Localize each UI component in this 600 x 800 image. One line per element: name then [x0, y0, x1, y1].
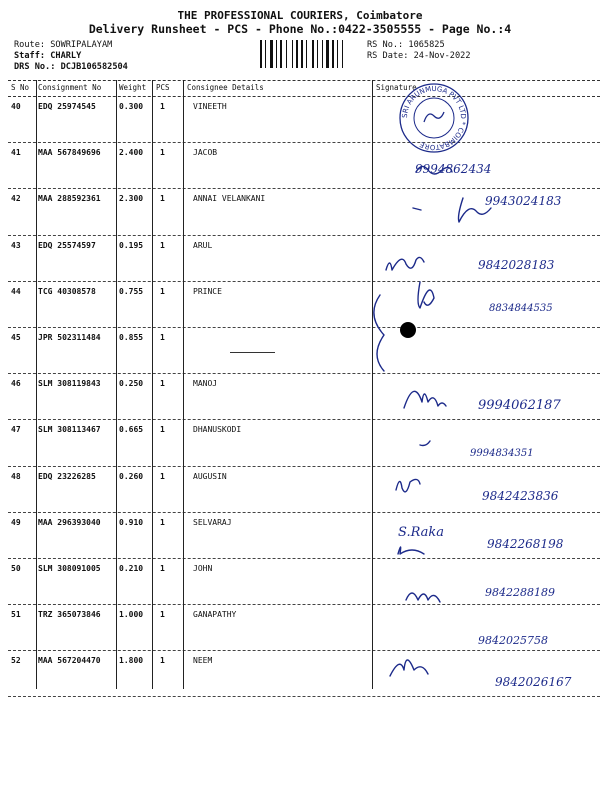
consignee-cell: DHANUSKODI: [193, 425, 242, 435]
weight-cell: 0.210: [119, 563, 144, 573]
col-signature: Signature: [376, 83, 417, 92]
drs-value: DCJB106582504: [60, 62, 128, 72]
weight-cell: 0.195: [119, 240, 144, 250]
weight-cell: 0.250: [119, 379, 144, 389]
pcs-cell: 1: [160, 563, 165, 573]
consignment-cell: SLM 308113467: [38, 425, 101, 435]
weight-cell: 1.800: [119, 656, 144, 666]
consignee-cell: ARUL: [193, 240, 213, 250]
stamp-text: SRI ARUNMUGA PVT LTD * COIMBATORE: [400, 84, 468, 152]
weight-cell: 0.260: [119, 471, 144, 481]
rs-no-label: RS No.:: [367, 40, 404, 50]
handwritten-phone: 9842268198: [487, 537, 564, 551]
handwritten-phone: 9842025758: [478, 634, 548, 647]
consignment-cell: EDQ 23226285: [38, 471, 96, 481]
drs-label: DRS No.:: [14, 62, 56, 72]
sno-cell: 48: [11, 471, 21, 481]
col-divider: [36, 80, 37, 689]
sno-cell: 47: [11, 425, 21, 435]
consignment-cell: MAA 288592361: [38, 194, 101, 204]
sno-cell: 44: [11, 286, 21, 296]
table-row: [8, 97, 600, 143]
consignee-cell: NEEM: [193, 656, 213, 666]
staff-value: CHARLY: [50, 51, 82, 61]
company-stamp: [398, 82, 470, 154]
staff-label: Staff:: [14, 51, 46, 61]
rs-date-value: 24-Nov-2022: [413, 51, 471, 61]
pcs-cell: 1: [160, 656, 165, 666]
consignee-cell: JACOB: [193, 148, 218, 158]
pcs-cell: 1: [160, 194, 165, 204]
handwritten-phone: 9842026167: [495, 675, 572, 689]
consignment-cell: SLM 308119843: [38, 379, 101, 389]
handwritten-phone: 9994834351: [470, 448, 534, 459]
staff-line: [14, 51, 81, 61]
weight-cell: 2.300: [119, 194, 144, 204]
consignment-cell: MAA 567849696: [38, 148, 101, 158]
table-header: [8, 80, 600, 97]
barcode-bar: [312, 40, 314, 68]
handwritten-phone: 9842288189: [485, 586, 555, 599]
rs-no-line: [367, 40, 445, 50]
barcode-bar: [332, 40, 334, 68]
consignee-cell: GANAPATHY: [193, 610, 237, 620]
handwritten-phone: 9943024183: [485, 194, 562, 208]
rs-date-label: RS Date:: [367, 51, 409, 61]
barcode-bar: [326, 40, 329, 68]
sno-cell: 41: [11, 148, 21, 158]
consignee-cell: MANOJ: [193, 379, 218, 389]
handwritten-phone: 9842028183: [478, 258, 555, 272]
consignment-cell: JPR 502311484: [38, 332, 101, 342]
route-line: [14, 40, 112, 50]
barcode-bar: [317, 40, 318, 68]
barcode-bar: [342, 40, 343, 68]
weight-cell: 0.855: [119, 332, 144, 342]
table-row: [8, 143, 600, 189]
handwritten-phone: 9994862434: [415, 162, 492, 176]
barcode-bar: [292, 40, 293, 68]
barcode-bar: [306, 40, 307, 68]
handwritten-name: S.Raka: [398, 525, 445, 540]
col-sno: S No: [11, 83, 30, 92]
sno-cell: 43: [11, 240, 21, 250]
sno-cell: 46: [11, 379, 21, 389]
consignee-cell: AUGUSIN: [193, 471, 227, 481]
consignment-cell: TRZ 365073846: [38, 610, 101, 620]
pcs-cell: 1: [160, 379, 165, 389]
runsheet-table: [8, 80, 600, 697]
col-divider: [183, 80, 184, 689]
sno-cell: 49: [11, 517, 21, 527]
weight-cell: 1.000: [119, 610, 144, 620]
pcs-cell: 1: [160, 425, 165, 435]
table-row: [8, 513, 600, 559]
pcs-cell: 1: [160, 517, 165, 527]
handwritten-phone: 9842423836: [482, 489, 559, 503]
weight-cell: 0.665: [119, 425, 144, 435]
consignment-cell: EDQ 25574597: [38, 240, 96, 250]
pcs-cell: 1: [160, 471, 165, 481]
sno-cell: 40: [11, 102, 21, 111]
rs-date-line: [367, 51, 471, 61]
col-consignee: Consignee Details: [187, 83, 264, 92]
company-title: THE PROFESSIONAL COURIERS, Coimbatore: [177, 9, 423, 22]
sno-cell: 51: [11, 610, 21, 620]
route-label: Route:: [14, 40, 46, 50]
route-value: SOWRIPALAYAM: [50, 40, 113, 50]
sno-cell: 50: [11, 563, 21, 573]
pcs-cell: 1: [160, 148, 165, 158]
col-pcs: PCS: [156, 83, 170, 92]
barcode-bar: [280, 40, 282, 68]
consignment-cell: TCG 40308578: [38, 286, 96, 296]
sno-cell: 52: [11, 656, 21, 666]
weight-cell: 0.300: [119, 102, 144, 111]
handwritten-phone: 8834844535: [489, 303, 553, 314]
table-row: [8, 420, 600, 466]
col-divider: [152, 80, 153, 689]
runsheet-subtitle: Delivery Runsheet - PCS - Phone No.:0422-3505555 - Page No.:4: [88, 22, 512, 36]
barcode-bar: [337, 40, 338, 68]
sno-cell: 42: [11, 194, 21, 204]
barcode-bar: [322, 40, 323, 68]
pcs-cell: 1: [160, 240, 165, 250]
pcs-cell: 1: [160, 332, 165, 342]
barcode-bar: [296, 40, 298, 68]
consignment-cell: MAA 567204470: [38, 656, 101, 666]
consignee-cell: VINEETH: [193, 102, 227, 111]
pcs-cell: 1: [160, 286, 165, 296]
table-row: [8, 328, 600, 374]
barcode-bar: [286, 40, 287, 68]
weight-cell: 0.910: [119, 517, 144, 527]
consignment-cell: MAA 296393040: [38, 517, 101, 527]
barcode-bar: [301, 40, 303, 68]
sno-cell: 45: [11, 332, 21, 342]
barcode-bar: [265, 40, 266, 68]
svg-text:SRI ARUNMUGA PVT LTD * COIMBAT: [401, 85, 467, 151]
barcode-bar: [260, 40, 262, 68]
weight-cell: 2.400: [119, 148, 144, 158]
weight-cell: 0.755: [119, 286, 144, 296]
col-divider: [372, 80, 373, 689]
blank-consignee-dash: [230, 352, 275, 353]
consignment-cell: EDQ 25974545: [38, 102, 96, 111]
barcode: [260, 40, 348, 68]
consignee-cell: JOHN: [193, 563, 213, 573]
drs-line: [14, 62, 128, 72]
col-weight: Weight: [119, 83, 147, 92]
consignment-cell: SLM 308091005: [38, 563, 101, 573]
col-divider: [116, 80, 117, 689]
col-consignment: Consignment No: [38, 83, 102, 92]
handwritten-phone: 9994062187: [478, 398, 561, 413]
barcode-bar: [270, 40, 273, 68]
pcs-cell: 1: [160, 610, 165, 620]
rs-no-value: 1065825: [408, 40, 445, 50]
pcs-cell: 1: [160, 102, 165, 111]
consignee-cell: PRINCE: [193, 286, 222, 296]
consignee-cell: ANNAI VELANKANI: [193, 194, 266, 204]
barcode-bar: [276, 40, 277, 68]
consignee-cell: SELVARAJ: [193, 517, 232, 527]
